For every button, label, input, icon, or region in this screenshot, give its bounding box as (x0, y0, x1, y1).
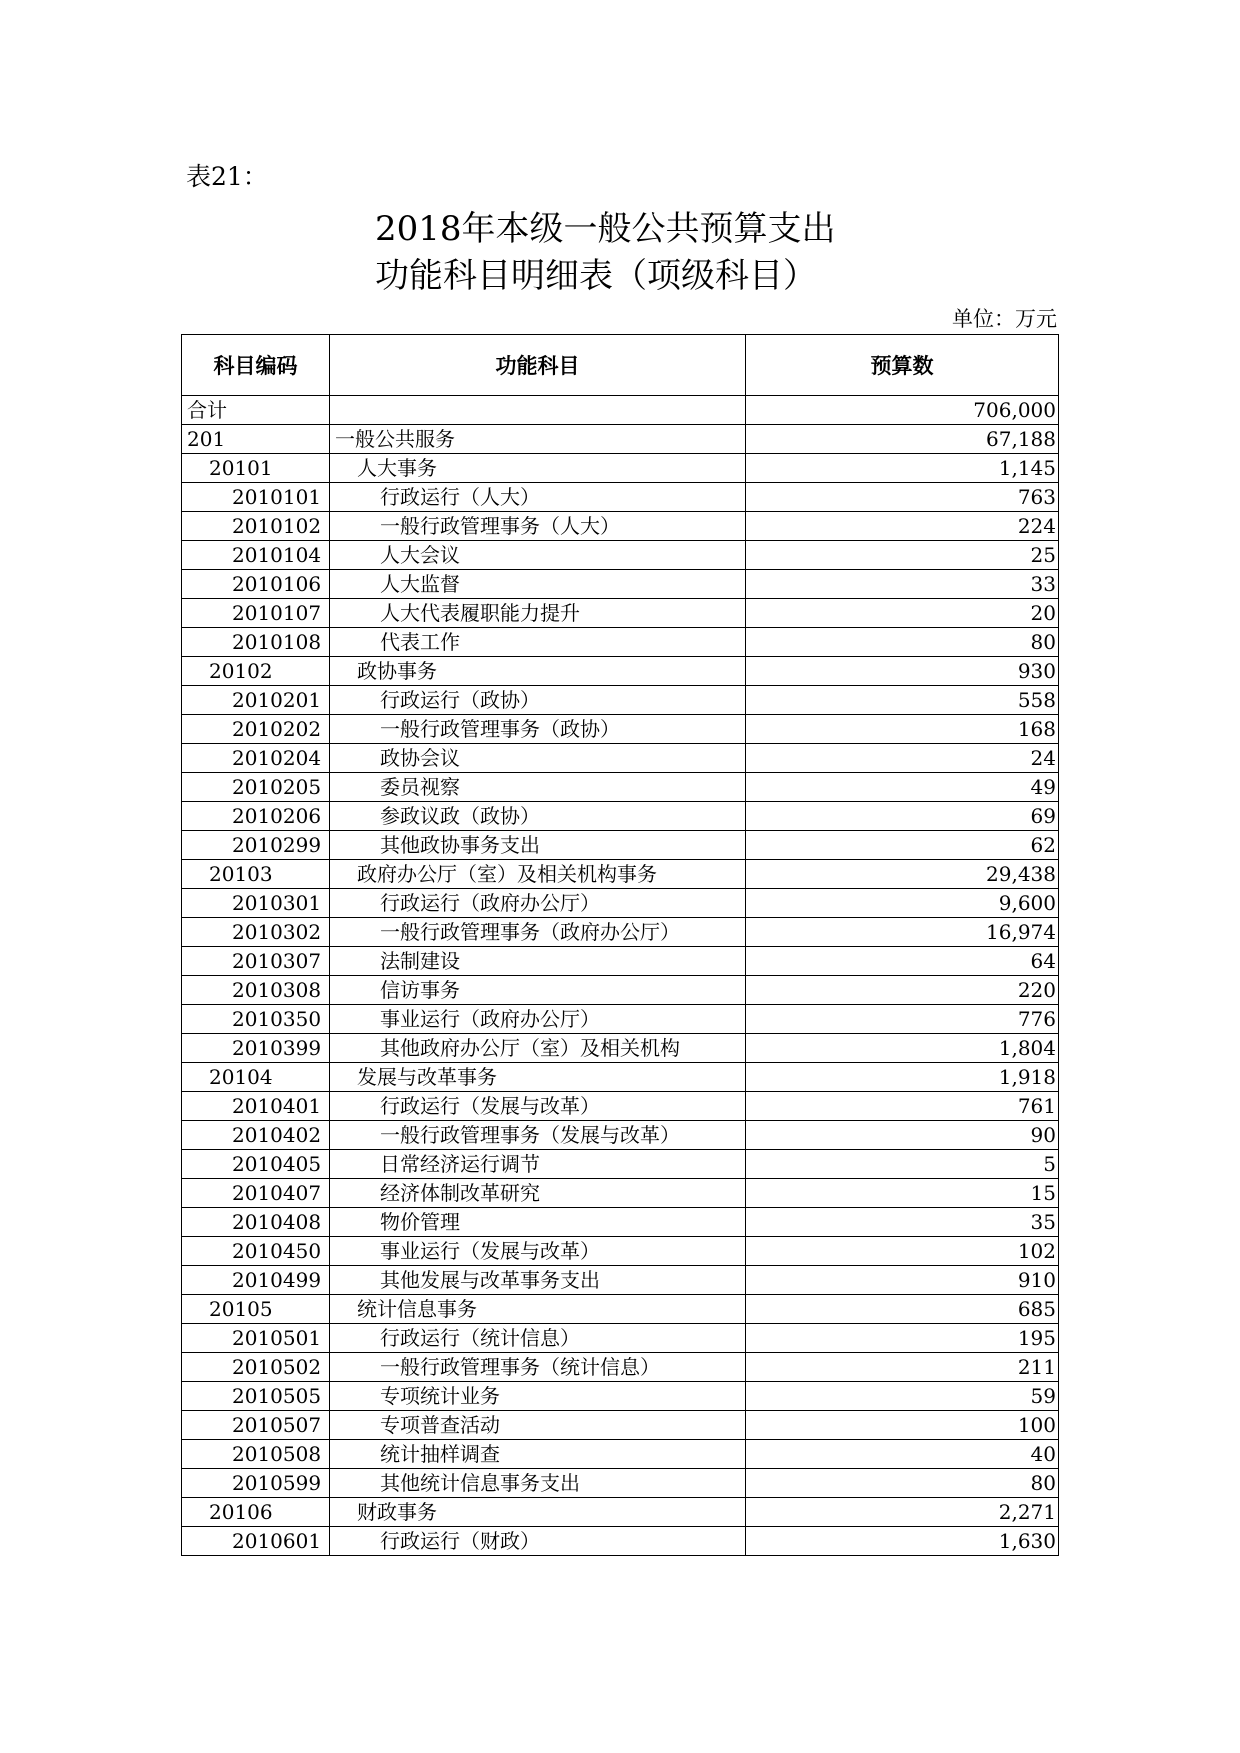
code-cell: 合计 (182, 396, 330, 425)
amount-cell: 64 (746, 947, 1059, 976)
table-row (182, 1121, 1059, 1150)
name-cell: 政府办公厅（室）及相关机构事务 (330, 860, 746, 889)
code-cell: 2010302 (182, 918, 330, 947)
name-cell: 委员视察 (330, 773, 746, 802)
name-cell: 财政事务 (330, 1498, 746, 1527)
amount-cell: 20 (746, 599, 1059, 628)
table-row (182, 1440, 1059, 1469)
code-cell: 2010405 (182, 1150, 330, 1179)
name-cell: 行政运行（政府办公厅） (330, 889, 746, 918)
name-cell: 事业运行（发展与改革） (330, 1237, 746, 1266)
name-cell: 统计抽样调查 (330, 1440, 746, 1469)
amount-cell: 2,271 (746, 1498, 1059, 1527)
table-row (182, 425, 1059, 454)
code-cell: 2010401 (182, 1092, 330, 1121)
budget-table-body (182, 396, 1059, 1556)
name-cell: 一般行政管理事务（政协） (330, 715, 746, 744)
code-cell: 2010108 (182, 628, 330, 657)
table-row (182, 1237, 1059, 1266)
code-cell: 2010508 (182, 1440, 330, 1469)
table-row (182, 831, 1059, 860)
name-cell: 行政运行（人大） (330, 483, 746, 512)
amount-cell: 706,000 (746, 396, 1059, 425)
code-cell: 2010106 (182, 570, 330, 599)
amount-cell: 168 (746, 715, 1059, 744)
table-row (182, 947, 1059, 976)
code-cell: 2010102 (182, 512, 330, 541)
table-row (182, 773, 1059, 802)
amount-cell: 211 (746, 1353, 1059, 1382)
code-cell: 2010399 (182, 1034, 330, 1063)
code-cell: 2010206 (182, 802, 330, 831)
amount-cell: 40 (746, 1440, 1059, 1469)
table-row (182, 744, 1059, 773)
name-cell: 人大监督 (330, 570, 746, 599)
name-cell: 一般行政管理事务（人大） (330, 512, 746, 541)
name-cell: 法制建设 (330, 947, 746, 976)
code-cell: 2010407 (182, 1179, 330, 1208)
table-number-label: 表21： (186, 162, 268, 191)
name-cell: 一般行政管理事务（发展与改革） (330, 1121, 746, 1150)
table-row (182, 1527, 1059, 1556)
code-cell: 2010307 (182, 947, 330, 976)
table-row (182, 1295, 1059, 1324)
table-row (182, 1498, 1059, 1527)
code-cell: 2010101 (182, 483, 330, 512)
name-cell: 其他政府办公厅（室）及相关机构 (330, 1034, 746, 1063)
table-row (182, 599, 1059, 628)
amount-cell: 25 (746, 541, 1059, 570)
name-cell: 政协会议 (330, 744, 746, 773)
amount-cell: 910 (746, 1266, 1059, 1295)
name-cell: 其他统计信息事务支出 (330, 1469, 746, 1498)
name-cell: 行政运行（政协） (330, 686, 746, 715)
unit-label: 单位：万元 (952, 307, 1057, 331)
code-cell: 2010204 (182, 744, 330, 773)
code-cell: 2010301 (182, 889, 330, 918)
amount-cell: 558 (746, 686, 1059, 715)
amount-cell: 33 (746, 570, 1059, 599)
name-cell: 统计信息事务 (330, 1295, 746, 1324)
name-cell: 物价管理 (330, 1208, 746, 1237)
table-row (182, 918, 1059, 947)
name-cell: 专项普查活动 (330, 1411, 746, 1440)
table-row (182, 1382, 1059, 1411)
code-cell: 2010505 (182, 1382, 330, 1411)
code-cell: 20101 (182, 454, 330, 483)
amount-cell: 102 (746, 1237, 1059, 1266)
table-row (182, 570, 1059, 599)
header-code: 科目编码 (182, 335, 330, 396)
code-cell: 2010601 (182, 1527, 330, 1556)
amount-cell: 5 (746, 1150, 1059, 1179)
code-cell: 20105 (182, 1295, 330, 1324)
amount-cell: 1,918 (746, 1063, 1059, 1092)
code-cell: 201 (182, 425, 330, 454)
name-cell: 经济体制改革研究 (330, 1179, 746, 1208)
name-cell: 发展与改革事务 (330, 1063, 746, 1092)
code-cell: 2010507 (182, 1411, 330, 1440)
table-row (182, 715, 1059, 744)
code-cell: 20102 (182, 657, 330, 686)
table-row (182, 1324, 1059, 1353)
document-title-line-2: 功能科目明细表（项级科目） (375, 256, 817, 296)
table-row (182, 1179, 1059, 1208)
amount-cell: 220 (746, 976, 1059, 1005)
name-cell: 参政议政（政协） (330, 802, 746, 831)
table-row (182, 628, 1059, 657)
name-cell: 行政运行（发展与改革） (330, 1092, 746, 1121)
code-cell: 2010308 (182, 976, 330, 1005)
table-row (182, 860, 1059, 889)
amount-cell: 1,630 (746, 1527, 1059, 1556)
table-row (182, 802, 1059, 831)
code-cell: 2010201 (182, 686, 330, 715)
amount-cell: 1,145 (746, 454, 1059, 483)
code-cell: 2010501 (182, 1324, 330, 1353)
table-row (182, 1005, 1059, 1034)
table-row (182, 1353, 1059, 1382)
code-cell: 20106 (182, 1498, 330, 1527)
table-row (182, 512, 1059, 541)
code-cell: 2010499 (182, 1266, 330, 1295)
table-row (182, 541, 1059, 570)
amount-cell: 761 (746, 1092, 1059, 1121)
name-cell: 其他政协事务支出 (330, 831, 746, 860)
name-cell (330, 396, 746, 425)
code-cell: 2010599 (182, 1469, 330, 1498)
amount-cell: 685 (746, 1295, 1059, 1324)
table-row (182, 1266, 1059, 1295)
table-row (182, 1150, 1059, 1179)
amount-cell: 16,974 (746, 918, 1059, 947)
code-cell: 2010299 (182, 831, 330, 860)
amount-cell: 763 (746, 483, 1059, 512)
amount-cell: 9,600 (746, 889, 1059, 918)
amount-cell: 49 (746, 773, 1059, 802)
code-cell: 2010450 (182, 1237, 330, 1266)
name-cell: 人大代表履职能力提升 (330, 599, 746, 628)
header-name: 功能科目 (330, 335, 746, 396)
amount-cell: 100 (746, 1411, 1059, 1440)
table-row (182, 454, 1059, 483)
name-cell: 专项统计业务 (330, 1382, 746, 1411)
amount-cell: 59 (746, 1382, 1059, 1411)
table-row (182, 686, 1059, 715)
table-row (182, 657, 1059, 686)
code-cell: 2010107 (182, 599, 330, 628)
budget-table (181, 334, 1059, 1556)
amount-cell: 224 (746, 512, 1059, 541)
name-cell: 其他发展与改革事务支出 (330, 1266, 746, 1295)
name-cell: 人大会议 (330, 541, 746, 570)
name-cell: 事业运行（政府办公厅） (330, 1005, 746, 1034)
table-row (182, 1208, 1059, 1237)
name-cell: 信访事务 (330, 976, 746, 1005)
table-row (182, 1411, 1059, 1440)
amount-cell: 930 (746, 657, 1059, 686)
code-cell: 2010202 (182, 715, 330, 744)
amount-cell: 776 (746, 1005, 1059, 1034)
amount-cell: 62 (746, 831, 1059, 860)
header-amount: 预算数 (746, 335, 1059, 396)
code-cell: 20103 (182, 860, 330, 889)
table-row (182, 1469, 1059, 1498)
name-cell: 一般行政管理事务（统计信息） (330, 1353, 746, 1382)
name-cell: 行政运行（财政） (330, 1527, 746, 1556)
amount-cell: 80 (746, 628, 1059, 657)
name-cell: 日常经济运行调节 (330, 1150, 746, 1179)
amount-cell: 24 (746, 744, 1059, 773)
code-cell: 20104 (182, 1063, 330, 1092)
name-cell: 行政运行（统计信息） (330, 1324, 746, 1353)
code-cell: 2010502 (182, 1353, 330, 1382)
code-cell: 2010104 (182, 541, 330, 570)
code-cell: 2010402 (182, 1121, 330, 1150)
amount-cell: 195 (746, 1324, 1059, 1353)
table-row (182, 1034, 1059, 1063)
amount-cell: 80 (746, 1469, 1059, 1498)
table-row (182, 483, 1059, 512)
table-row (182, 889, 1059, 918)
name-cell: 政协事务 (330, 657, 746, 686)
document-title-line-1: 2018年本级一般公共预算支出 (375, 209, 836, 249)
name-cell: 人大事务 (330, 454, 746, 483)
table-row (182, 396, 1059, 425)
amount-cell: 29,438 (746, 860, 1059, 889)
code-cell: 2010205 (182, 773, 330, 802)
table-row (182, 976, 1059, 1005)
amount-cell: 15 (746, 1179, 1059, 1208)
amount-cell: 1,804 (746, 1034, 1059, 1063)
table-row (182, 1092, 1059, 1121)
header-row (182, 335, 1059, 396)
code-cell: 2010350 (182, 1005, 330, 1034)
name-cell: 代表工作 (330, 628, 746, 657)
name-cell: 一般公共服务 (330, 425, 746, 454)
amount-cell: 35 (746, 1208, 1059, 1237)
name-cell: 一般行政管理事务（政府办公厅） (330, 918, 746, 947)
table-row (182, 1063, 1059, 1092)
amount-cell: 90 (746, 1121, 1059, 1150)
code-cell: 2010408 (182, 1208, 330, 1237)
amount-cell: 69 (746, 802, 1059, 831)
amount-cell: 67,188 (746, 425, 1059, 454)
